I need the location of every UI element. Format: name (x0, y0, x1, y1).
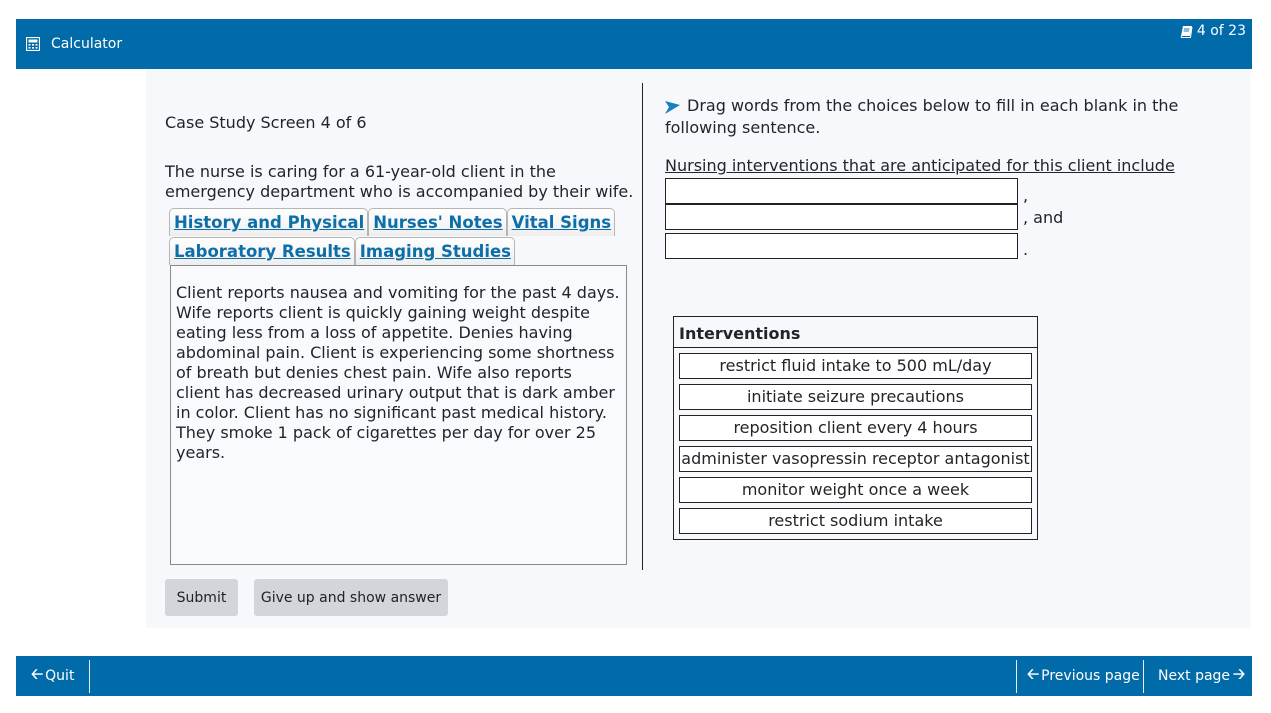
blank-row-3 (665, 232, 1028, 259)
submit-button[interactable]: Submit (165, 579, 238, 616)
blank-suffix-1: , (1023, 186, 1029, 205)
calculator-icon (26, 37, 40, 51)
footer-separator (1143, 660, 1144, 693)
arrow-right-icon: 🡢 (1233, 664, 1246, 683)
tab-laboratory-results[interactable]: Laboratory Results (169, 237, 355, 265)
footer-bar (16, 656, 1252, 696)
blank-row-2 (665, 204, 1063, 230)
choices-header: Interventions (674, 317, 1037, 348)
tab-vital-signs[interactable]: Vital Signs (507, 208, 615, 236)
quit-label: Quit (45, 668, 75, 684)
screen-title: Case Study Screen 4 of 6 (165, 113, 367, 132)
page-counter-text: 4 of 23 (1196, 23, 1246, 39)
previous-page-button[interactable] (1027, 656, 1140, 696)
quit-button[interactable] (31, 656, 74, 696)
choice-item[interactable]: restrict sodium intake (679, 508, 1032, 534)
drop-blank-1[interactable] (665, 178, 1018, 204)
case-intro: The nurse is caring for a 61-year-old client in the emergency department who is accompanied by their wife. (165, 162, 634, 201)
choice-item[interactable]: administer vasopressin receptor antagonist (679, 446, 1032, 472)
instruction-text: Drag words from the choices below to fill in each blank in the following sentence. (665, 96, 1179, 137)
tab-nurses-notes[interactable]: Nurses' Notes (368, 208, 506, 236)
drop-blank-2[interactable] (665, 204, 1018, 230)
calculator-button[interactable] (26, 36, 122, 52)
footer-separator (1016, 660, 1017, 693)
choices-box (673, 316, 1038, 540)
next-page-label: Next page (1158, 668, 1231, 684)
choice-item[interactable]: initiate seizure precautions (679, 384, 1032, 410)
blank-suffix-2: , and (1023, 207, 1064, 227)
blank-suffix-3: . (1023, 240, 1029, 259)
tab-history-and-physical[interactable]: History and Physical (169, 208, 368, 236)
next-page-button[interactable] (1158, 656, 1245, 696)
blank-row-1 (665, 176, 1028, 205)
tab-content: Client reports nausea and vomiting for the past 4 days. Wife reports client is quickly gaining weight despite eating less from a loss of appetite. Denies having abdominal pain. Client is experiencing some shortness of breath but denies chest pain. Wife also reports client has decreased urinary output that is dark amber in color. Client has no significant past medical history. They smoke 1 pack of cigarettes per day for over 25 years. (170, 265, 627, 565)
drop-blank-3[interactable] (665, 233, 1018, 259)
question-sentence: Nursing interventions that are anticipated for this client include (665, 156, 1175, 175)
footer-separator (89, 660, 90, 693)
page-counter (1180, 23, 1246, 39)
previous-page-label: Previous page (1041, 668, 1140, 684)
book-icon (1180, 25, 1193, 38)
tab-imaging-studies[interactable]: Imaging Studies (355, 237, 515, 265)
choice-item[interactable]: reposition client every 4 hours (679, 415, 1032, 441)
instruction (665, 95, 1195, 139)
arrow-pointer-icon (665, 101, 680, 114)
choice-item[interactable]: restrict fluid intake to 500 mL/day (679, 353, 1032, 379)
calculator-label: Calculator (51, 36, 123, 52)
pane-divider (642, 83, 643, 570)
choice-item[interactable]: monitor weight once a week (679, 477, 1032, 503)
main-panel (146, 69, 1251, 628)
arrow-left-icon: 🡠 (31, 664, 44, 683)
give-up-button[interactable]: Give up and show answer (254, 579, 448, 616)
arrow-left-icon: 🡠 (1027, 664, 1040, 683)
top-bar (16, 19, 1252, 69)
record-tabs (169, 208, 629, 266)
